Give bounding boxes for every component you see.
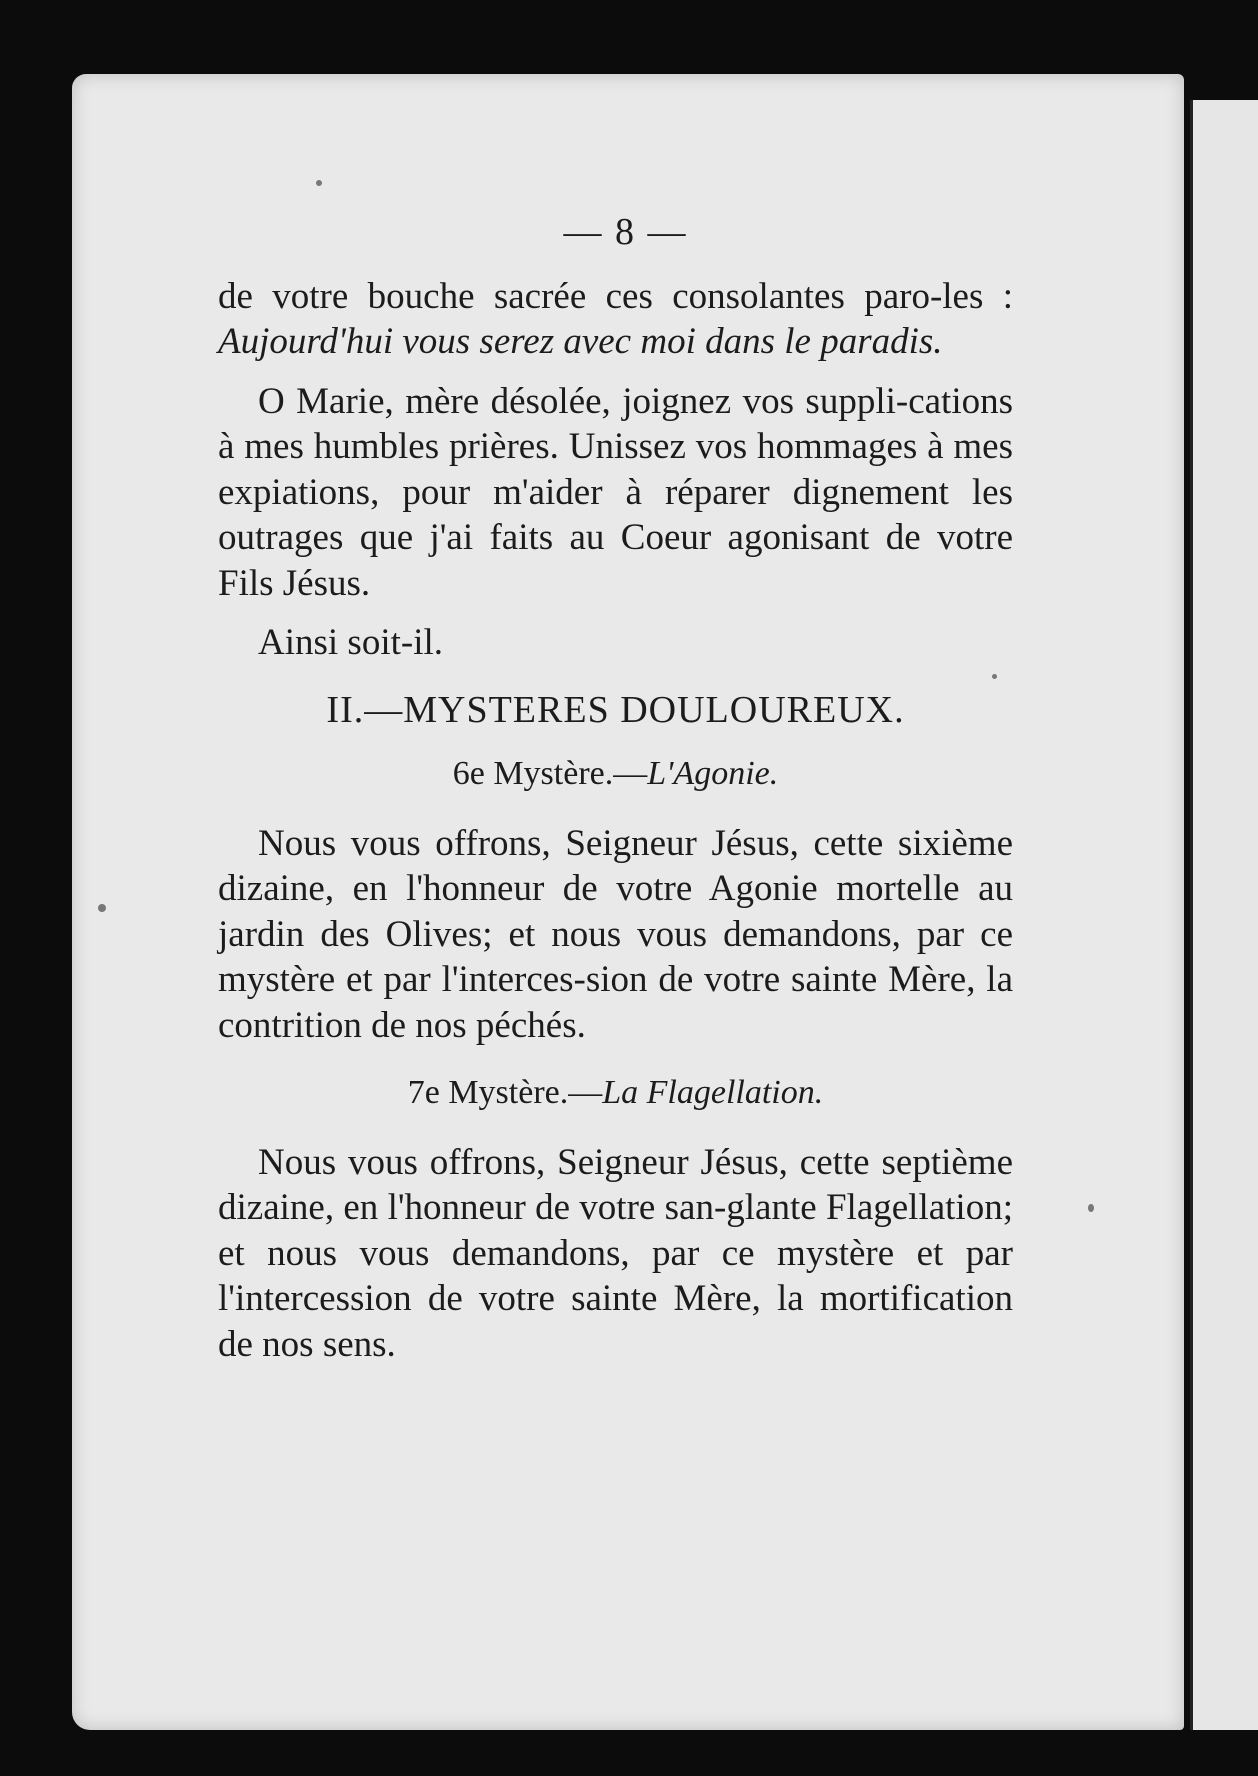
adjacent-page-edge	[1190, 100, 1258, 1730]
ink-speck	[98, 904, 106, 912]
page-number: — 8 —	[563, 211, 688, 253]
section-heading: II.—MYSTERES DOULOUREUX.	[326, 688, 905, 731]
ink-speck	[1088, 1204, 1094, 1212]
mystery-7-title: La Flagellation.	[602, 1074, 824, 1111]
mystery-6-heading	[218, 751, 1013, 797]
paragraph-amen: Ainsi soit-il.	[258, 622, 444, 663]
mystery-7-label: 7e Mystère.—	[407, 1074, 603, 1111]
paragraph-prayer-to-mary: O Marie, mère désolée, joignez vos suppli-cations à mes humbles prières. Unissez vos hommages à mes expiations, pour m'aider à réparer dignement les outrages que j'ai faits au Coeur agonisant de votre Fils Jésus.	[218, 380, 1013, 604]
mystery-7-text: Nous vous offrons, Seigneur Jésus, cette septième dizaine, en l'honneur de votre san-glante Flagellation; et nous vous demandons, par ce mystère et par l'intercession de votre sainte Mère, la mortification de nos sens.	[218, 1141, 1013, 1365]
mystery-7-heading	[218, 1070, 1013, 1116]
mystery-6-title: L'Agonie.	[647, 755, 779, 792]
quoted-verse: Aujourd'hui vous serez avec moi dans le paradis.	[218, 321, 943, 362]
paragraph-text: de votre bouche sacrée ces consolantes paro-les :	[218, 275, 1013, 317]
ink-speck	[316, 180, 322, 186]
page-text	[218, 210, 1013, 1367]
mystery-6-text: Nous vous offrons, Seigneur Jésus, cette sixième dizaine, en l'honneur de votre Agonie mortelle au jardin des Olives; et nous vous demandons, par ce mystère et par l'interces-sion de votre sainte Mère, la contrition de nos péchés.	[218, 822, 1013, 1046]
mystery-6-label: 6e Mystère.—	[452, 755, 648, 792]
paragraph-closing-verse	[218, 274, 1013, 365]
